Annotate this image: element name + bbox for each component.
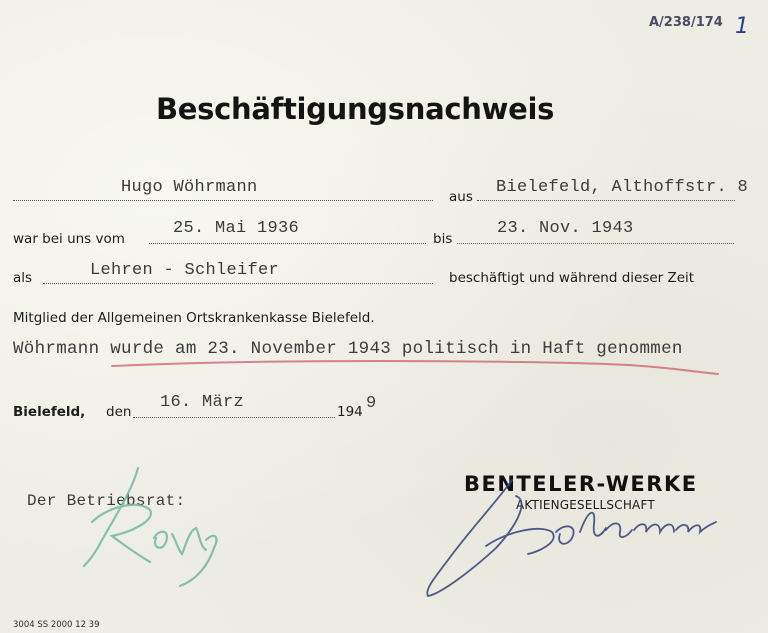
betriebsrat-label: Der Betriebsrat:: [27, 492, 186, 510]
als-label: als: [13, 270, 33, 286]
aus-value: Bielefeld, Althoffstr. 8: [496, 178, 749, 197]
company-name: BENTELER-WERKE: [464, 472, 698, 496]
company-subtitle: AKTIENGESELLSCHAFT: [516, 498, 655, 512]
place-label: Bielefeld,: [13, 404, 86, 420]
document-title: Beschäftigungsnachweis: [156, 92, 555, 126]
archive-reference: A/238/174: [649, 15, 723, 30]
year-prefix: 194: [337, 404, 363, 420]
company-signature: [427, 480, 716, 596]
form-code: 3004 SS 2000 12 39: [13, 620, 100, 630]
bis-value: 23. Nov. 1943: [497, 219, 634, 238]
aus-label: aus: [449, 189, 473, 205]
vom-value: 25. Mai 1936: [173, 219, 300, 238]
vom-label: war bei uns vom: [13, 231, 125, 247]
bis-label: bis: [433, 231, 453, 247]
betriebsrat-signature: [84, 468, 216, 586]
als-value: Lehren - Schleifer: [90, 261, 280, 280]
date-value: 16. März: [160, 393, 245, 412]
archive-reference-suffix: 1: [735, 14, 749, 39]
name-value: Hugo Wöhrmann: [121, 178, 258, 197]
beschaeftigt-text: beschäftigt und während dieser Zeit: [449, 270, 695, 286]
remark-text: Wöhrmann wurde am 23. November 1943 politisch in Haft genommen: [13, 339, 683, 359]
den-label: den: [106, 404, 132, 420]
red-pencil-underline: [112, 361, 718, 374]
year-suffix: 9: [366, 394, 377, 413]
mitglied-text: Mitglied der Allgemeinen Ortskrankenkasse Bielefeld.: [13, 310, 375, 326]
